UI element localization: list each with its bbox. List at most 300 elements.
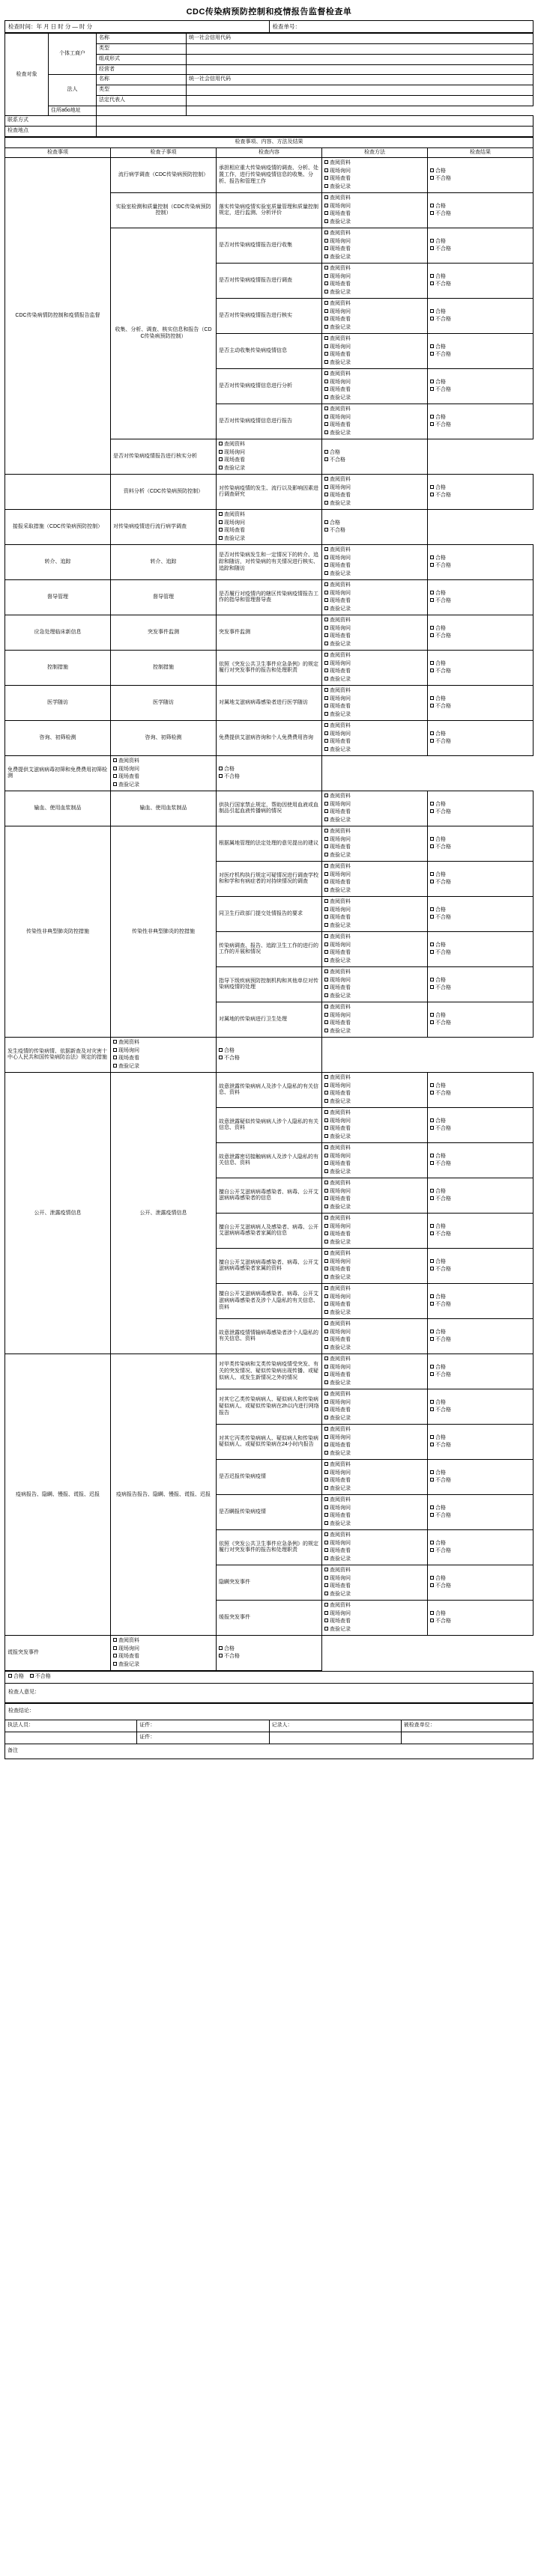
method-option[interactable] [324,379,425,387]
checkbox-icon[interactable] [324,430,328,434]
checkbox-icon[interactable] [324,669,328,672]
checkbox-icon[interactable] [430,1548,434,1552]
inspection-result-options[interactable] [428,299,534,334]
inspection-method-options[interactable] [322,1284,428,1319]
checkbox-icon[interactable] [324,1294,328,1298]
inspection-result-options[interactable] [428,651,534,686]
method-option[interactable] [324,183,425,192]
inspection-result-options[interactable] [428,264,534,299]
checkbox-icon[interactable] [324,1083,328,1087]
method-option[interactable] [324,1125,425,1133]
inspection-method-options[interactable] [217,439,322,475]
method-option[interactable] [219,449,319,457]
method-option[interactable] [113,1637,214,1645]
checkbox-icon[interactable] [430,1407,434,1411]
checkbox-icon[interactable] [324,880,328,883]
result-option[interactable] [430,1371,531,1380]
checkbox-icon[interactable] [324,1330,328,1333]
method-option[interactable] [324,738,425,746]
result-option[interactable] [430,1012,531,1020]
inspection-result-options[interactable] [428,1178,534,1214]
inspection-method-options[interactable] [111,1636,217,1671]
checkbox-icon[interactable] [430,1611,434,1615]
inspection-result-options[interactable] [217,1636,322,1671]
checkbox-icon[interactable] [324,1267,328,1270]
method-option[interactable] [324,1109,425,1118]
checkbox-icon[interactable] [324,231,328,234]
footer-cert-label[interactable]: 证件： [137,1720,269,1732]
method-option[interactable] [324,1364,425,1372]
result-option[interactable] [430,1329,531,1337]
checkbox-icon[interactable] [430,802,434,806]
method-option[interactable] [324,1356,425,1364]
result-option[interactable] [430,238,531,246]
checkbox-icon[interactable] [324,1231,328,1235]
checkbox-icon[interactable] [324,485,328,489]
target-group-0-row-1-value[interactable] [187,44,534,55]
inspection-method-options[interactable] [322,791,428,826]
result-option[interactable] [430,484,531,493]
method-option[interactable] [324,316,425,324]
checkbox-icon[interactable] [430,696,434,700]
checkbox-icon[interactable] [324,704,328,707]
checkbox-icon[interactable] [113,1040,117,1044]
result-option[interactable] [430,695,531,704]
method-option[interactable] [324,421,425,430]
checkbox-icon[interactable] [430,598,434,602]
checkbox-icon[interactable] [430,1435,434,1439]
checkbox-icon[interactable] [430,1330,434,1333]
inspection-result-options[interactable] [428,404,534,439]
method-option[interactable] [324,597,425,606]
result-option[interactable] [430,316,531,324]
inspection-method-options[interactable] [111,756,217,791]
method-option[interactable] [324,1336,425,1345]
checkbox-icon[interactable] [324,1400,328,1404]
checkbox-icon[interactable] [324,978,328,981]
checkbox-icon[interactable] [324,204,328,207]
checkbox-icon[interactable] [430,204,434,207]
checkbox-icon[interactable] [324,1181,328,1184]
checkbox-icon[interactable] [324,301,328,305]
method-option[interactable] [324,1415,425,1423]
checkbox-icon[interactable] [430,1013,434,1017]
method-option[interactable] [324,703,425,711]
method-option[interactable] [324,746,425,755]
checkbox-icon[interactable] [430,168,434,172]
inspection-method-options[interactable] [322,475,428,510]
checkbox-icon[interactable] [430,415,434,418]
method-option[interactable] [324,230,425,238]
checkbox-icon[interactable] [324,1470,328,1474]
inspection-time-value[interactable]: 年 月 日 时 分 — 时 分 [36,23,93,30]
result-option[interactable] [430,175,531,183]
inspection-method-options[interactable] [322,158,428,193]
method-option[interactable] [324,942,425,950]
checkbox-icon[interactable] [219,1654,223,1657]
inspection-result-options[interactable] [428,615,534,651]
checkbox-icon[interactable] [324,696,328,700]
checkbox-icon[interactable] [430,1224,434,1228]
method-option[interactable] [324,907,425,915]
method-option[interactable] [324,562,425,570]
checkbox-icon[interactable] [324,1337,328,1341]
checkbox-icon[interactable] [324,1321,328,1325]
result-option[interactable] [430,1575,531,1583]
method-option[interactable] [324,1485,425,1493]
method-option[interactable] [324,801,425,809]
method-option[interactable] [324,219,425,227]
checkbox-icon[interactable] [324,219,328,223]
checkbox-icon[interactable] [324,688,328,692]
checkbox-icon[interactable] [324,1435,328,1439]
checkbox-icon[interactable] [324,415,328,418]
method-option[interactable] [324,406,425,414]
checkbox-icon[interactable] [430,1231,434,1235]
checkbox-icon[interactable] [324,195,328,199]
method-option[interactable] [324,695,425,704]
checkbox-icon[interactable] [324,281,328,285]
method-option[interactable] [324,484,425,493]
inspection-method-options[interactable] [322,686,428,721]
result-option[interactable] [430,914,531,922]
checkbox-icon[interactable] [430,176,434,180]
method-option[interactable] [324,1380,425,1388]
checkbox-icon[interactable] [324,731,328,735]
checkbox-icon[interactable] [324,1513,328,1517]
checkbox-icon[interactable] [430,239,434,243]
result-option[interactable] [430,703,531,711]
checkbox-icon[interactable] [324,747,328,751]
checkbox-icon[interactable] [324,255,328,258]
method-option[interactable] [324,1540,425,1548]
method-option[interactable] [324,1591,425,1599]
result-option[interactable] [430,1294,531,1302]
result-option[interactable] [430,809,531,817]
inspection-method-options[interactable] [322,228,428,264]
checkbox-icon[interactable] [430,1294,434,1298]
checkbox-icon[interactable] [324,853,328,856]
result-option[interactable] [430,562,531,570]
checkbox-icon[interactable] [324,712,328,716]
checkbox-icon[interactable] [430,915,434,919]
checkbox-icon[interactable] [324,958,328,962]
inspection-method-options[interactable] [322,967,428,1002]
checkbox-icon[interactable] [324,642,328,645]
checkbox-icon[interactable] [8,1674,12,1678]
inspection-result-options[interactable] [428,686,534,721]
method-option[interactable] [324,175,425,183]
checkbox-icon[interactable] [219,457,223,461]
method-option[interactable] [324,1329,425,1337]
checkbox-icon[interactable] [324,1611,328,1615]
method-option[interactable] [324,817,425,825]
checkbox-icon[interactable] [324,606,328,610]
inspection-method-options[interactable] [322,1565,428,1601]
inspection-method-options[interactable] [217,510,322,545]
checkbox-icon[interactable] [324,352,328,356]
method-option[interactable] [324,1575,425,1583]
checkbox-icon[interactable] [324,817,328,821]
result-option[interactable] [430,1547,531,1556]
checkbox-icon[interactable] [324,1013,328,1017]
result-option[interactable] [430,633,531,641]
checkbox-icon[interactable] [324,633,328,637]
checkbox-icon[interactable] [324,661,328,665]
checkbox-icon[interactable] [113,782,117,786]
method-option[interactable] [324,414,425,422]
checkbox-icon[interactable] [324,844,328,848]
method-option[interactable] [324,386,425,395]
checkbox-icon[interactable] [430,274,434,278]
method-option[interactable] [324,1188,425,1196]
result-option[interactable] [430,168,531,176]
inspection-method-options[interactable] [322,369,428,404]
result-option[interactable] [430,344,531,352]
method-option[interactable] [324,1098,425,1106]
checkbox-icon[interactable] [324,1372,328,1376]
result-option[interactable] [219,1055,319,1063]
checkbox-icon[interactable] [430,1619,434,1622]
method-option[interactable] [113,766,214,774]
checkbox-icon[interactable] [113,1638,117,1642]
result-option[interactable] [430,246,531,254]
result-option[interactable] [430,625,531,633]
result-option[interactable] [430,1231,531,1239]
checkbox-icon[interactable] [430,1478,434,1482]
result-option[interactable] [430,1258,531,1267]
checkbox-icon[interactable] [219,767,223,770]
result-option[interactable] [430,379,531,387]
method-option[interactable] [324,852,425,860]
checkbox-icon[interactable] [324,1216,328,1220]
method-option[interactable] [324,300,425,308]
method-option[interactable] [324,1602,425,1610]
method-option[interactable] [324,844,425,852]
inspection-method-options[interactable] [322,264,428,299]
checkbox-icon[interactable] [324,1205,328,1208]
inspection-method-options[interactable] [322,897,428,932]
checkbox-icon[interactable] [324,1619,328,1622]
target-address-value[interactable] [97,106,187,116]
result-option[interactable] [430,907,531,915]
method-option[interactable] [324,582,425,590]
result-option[interactable] [430,1196,531,1204]
checkbox-icon[interactable] [430,880,434,883]
method-option[interactable] [324,1074,425,1083]
checkbox-icon[interactable] [324,1392,328,1395]
method-option[interactable] [324,1133,425,1142]
inspection-result-options[interactable] [428,791,534,826]
method-option[interactable] [324,1028,425,1036]
method-option[interactable] [324,1012,425,1020]
checkbox-icon[interactable] [219,1056,223,1059]
method-option[interactable] [324,254,425,262]
checkbox-icon[interactable] [113,1064,117,1068]
inspection-result-options[interactable] [428,1214,534,1249]
method-option[interactable] [324,195,425,203]
inspection-method-options[interactable] [322,932,428,967]
method-option[interactable] [324,1180,425,1188]
inspection-result-options[interactable] [428,1425,534,1460]
checkbox-icon[interactable] [324,1627,328,1630]
method-option[interactable] [324,395,425,403]
method-option[interactable] [324,1274,425,1282]
checkbox-icon[interactable] [430,1400,434,1404]
checkbox-icon[interactable] [324,1568,328,1571]
checkbox-icon[interactable] [324,1075,328,1079]
checkbox-icon[interactable] [324,457,328,461]
result-option[interactable] [324,449,425,457]
result-option[interactable] [430,1266,531,1274]
inspection-method-options[interactable] [322,1143,428,1178]
checkbox-icon[interactable] [113,758,117,762]
checkbox-icon[interactable] [430,950,434,954]
checkbox-icon[interactable] [113,767,117,770]
checkbox-icon[interactable] [324,1154,328,1157]
result-option[interactable] [324,457,425,465]
result-option[interactable] [430,590,531,598]
footer-recorder-line[interactable] [269,1732,401,1744]
method-option[interactable] [324,308,425,317]
result-option[interactable] [430,1118,531,1126]
method-option[interactable] [324,1294,425,1302]
method-option[interactable] [324,969,425,977]
checkbox-icon[interactable] [324,1240,328,1243]
remark-cell[interactable] [5,1684,534,1703]
inspection-result-options[interactable] [428,1565,534,1601]
checkbox-icon[interactable] [430,1083,434,1087]
result-option[interactable] [219,766,319,774]
inspection-method-options[interactable] [322,1214,428,1249]
inspection-result-options[interactable] [428,369,534,404]
checkbox-icon[interactable] [324,1603,328,1607]
checkbox-icon[interactable] [430,907,434,911]
method-option[interactable] [324,1258,425,1267]
method-option[interactable] [324,359,425,368]
checkbox-icon[interactable] [430,1189,434,1193]
checkbox-icon[interactable] [324,864,328,868]
inspection-result-options[interactable] [428,721,534,756]
result-option[interactable] [430,1188,531,1196]
inspection-result-options[interactable] [322,510,428,545]
method-option[interactable] [324,492,425,500]
method-option[interactable] [219,511,319,520]
checkbox-icon[interactable] [219,528,223,532]
inspection-result-options[interactable] [428,1530,534,1565]
method-option[interactable] [324,1399,425,1407]
method-option[interactable] [324,828,425,836]
result-option[interactable] [430,1090,531,1098]
checkbox-icon[interactable] [324,395,328,399]
inspection-method-options[interactable] [322,404,428,439]
method-option[interactable] [324,871,425,880]
inspection-result-options[interactable] [428,1108,534,1143]
checkbox-icon[interactable] [430,626,434,630]
inspection-result-options[interactable] [428,826,534,862]
method-option[interactable] [324,570,425,579]
checkbox-icon[interactable] [30,1674,34,1678]
method-option[interactable] [324,879,425,887]
checkbox-icon[interactable] [324,336,328,340]
checkbox-icon[interactable] [430,1118,434,1122]
method-option[interactable] [113,1039,214,1047]
checkbox-icon[interactable] [324,160,328,164]
checkbox-icon[interactable] [430,1196,434,1200]
inspection-method-options[interactable] [322,1073,428,1108]
inspection-result-options[interactable] [428,1073,534,1108]
method-option[interactable] [324,1618,425,1626]
checkbox-icon[interactable] [430,837,434,841]
result-option[interactable] [430,1364,531,1372]
method-option[interactable] [324,660,425,669]
inspection-result-options[interactable] [428,897,534,932]
checkbox-icon[interactable] [324,1416,328,1419]
method-option[interactable] [324,1434,425,1443]
method-option[interactable] [324,203,425,211]
method-option[interactable] [324,984,425,993]
result-option[interactable] [430,1583,531,1591]
result-option[interactable] [430,1399,531,1407]
inspection-result-options[interactable] [217,756,322,791]
method-option[interactable] [324,430,425,438]
target-group-1-row-0-value[interactable]: 统一社会信用代码 [187,75,534,85]
checkbox-icon[interactable] [430,317,434,320]
result-option[interactable] [430,1153,531,1161]
checkbox-icon[interactable] [324,325,328,329]
inspection-result-options[interactable] [428,334,534,369]
conclusion-option-fail[interactable] [30,1674,51,1679]
result-option[interactable] [430,942,531,950]
method-option[interactable] [324,993,425,1001]
checkbox-icon[interactable] [324,1020,328,1024]
result-option[interactable] [430,738,531,746]
footer-signature-label[interactable]: 被检查单位： [401,1720,533,1732]
checkbox-icon[interactable] [219,466,223,469]
method-option[interactable] [324,1496,425,1505]
inspection-result-options[interactable] [428,580,534,615]
target-group-1-row-1-value[interactable] [187,85,534,96]
method-option[interactable] [324,668,425,676]
method-option[interactable] [324,1223,425,1231]
method-option[interactable] [113,1055,214,1063]
method-option[interactable] [324,957,425,966]
checkbox-icon[interactable] [324,1029,328,1032]
method-option[interactable] [324,1583,425,1591]
method-option[interactable] [113,1653,214,1661]
inspection-result-options[interactable] [428,1319,534,1354]
checkbox-icon[interactable] [324,547,328,551]
method-option[interactable] [324,1153,425,1161]
checkbox-icon[interactable] [324,1521,328,1525]
result-option[interactable] [430,949,531,957]
result-option[interactable] [430,414,531,422]
result-option[interactable] [219,773,319,782]
method-option[interactable] [324,711,425,719]
result-option[interactable] [430,977,531,985]
inspection-result-options[interactable] [217,1038,322,1073]
footer-inspector-line[interactable] [5,1732,137,1744]
checkbox-icon[interactable] [324,1161,328,1165]
checkbox-icon[interactable] [324,1583,328,1587]
method-option[interactable] [324,168,425,176]
method-option[interactable] [324,1301,425,1309]
checkbox-icon[interactable] [430,1337,434,1341]
inspection-method-options[interactable] [322,862,428,897]
checkbox-icon[interactable] [324,1592,328,1595]
checkbox-icon[interactable] [430,669,434,672]
method-option[interactable] [324,1391,425,1399]
